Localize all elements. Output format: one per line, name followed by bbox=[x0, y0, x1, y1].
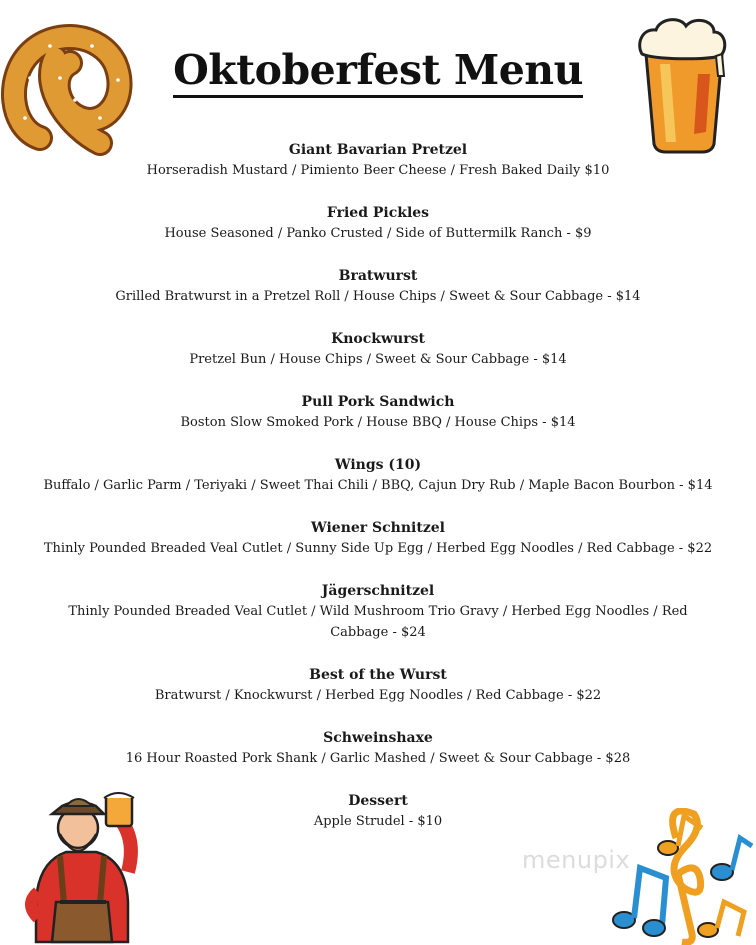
music-notes-icon bbox=[604, 808, 754, 945]
bavarian-man-icon bbox=[16, 792, 152, 945]
menu-item-best-of-wurst bbox=[20, 665, 736, 706]
pretzel-icon bbox=[0, 18, 135, 158]
item-name: Schweinshaxe bbox=[323, 730, 433, 746]
item-description: Pretzel Bun / House Chips / Sweet & Sour Cabbage - $14 bbox=[189, 352, 567, 367]
menu-item-wings bbox=[20, 455, 736, 496]
menu-item-fried-pickles bbox=[20, 203, 736, 244]
menu-item-schweinshaxe bbox=[20, 728, 736, 769]
item-description: Bratwurst / Knockwurst / Herbed Egg Noodles / Red Cabbage - $22 bbox=[154, 688, 602, 703]
item-name: Best of the Wurst bbox=[309, 667, 447, 683]
watermark-text: menupix bbox=[522, 846, 631, 874]
item-name: Pull Pork Sandwich bbox=[301, 394, 455, 410]
item-description: Thinly Pounded Breaded Veal Cutlet / Sunny Side Up Egg / Herbed Egg Noodles / Red Cabbage - $22 bbox=[43, 541, 713, 556]
menu-item-pretzel bbox=[20, 140, 736, 181]
item-description: Boston Slow Smoked Pork / House BBQ / House Chips - $14 bbox=[180, 415, 576, 430]
item-description: Apple Strudel - $10 bbox=[313, 814, 443, 829]
menu-item-jagerschnitzel bbox=[20, 581, 736, 643]
menu-item-wiener-schnitzel bbox=[20, 518, 736, 559]
menu-item-pull-pork bbox=[20, 392, 736, 433]
item-name: Knockwurst bbox=[331, 331, 425, 347]
beer-mug-icon bbox=[636, 14, 728, 154]
item-description: 16 Hour Roasted Pork Shank / Garlic Mashed / Sweet & Sour Cabbage - $28 bbox=[125, 751, 631, 766]
menu-item-knockwurst bbox=[20, 329, 736, 370]
item-description: Horseradish Mustard / Pimiento Beer Cheese / Fresh Baked Daily $10 bbox=[146, 163, 610, 178]
item-name: Fried Pickles bbox=[326, 205, 430, 221]
item-name: Wings (10) bbox=[334, 457, 422, 473]
item-description: Buffalo / Garlic Parm / Teriyaki / Sweet Thai Chili / BBQ, Cajun Dry Rub / Maple Bacon Bourbon - $14 bbox=[43, 478, 713, 493]
menu-list bbox=[20, 140, 736, 854]
item-description: Thinly Pounded Breaded Veal Cutlet / Wild Mushroom Trio Gravy / Herbed Egg Noodles / Red Cabbage - $24 bbox=[68, 604, 688, 640]
item-name: Wiener Schnitzel bbox=[311, 520, 445, 536]
menu-title: Oktoberfest Menu bbox=[173, 46, 583, 98]
item-name: Dessert bbox=[348, 793, 408, 809]
item-description: House Seasoned / Panko Crusted / Side of Buttermilk Ranch - $9 bbox=[164, 226, 592, 241]
menu-item-bratwurst bbox=[20, 266, 736, 307]
item-description: Grilled Bratwurst in a Pretzel Roll / House Chips / Sweet & Sour Cabbage - $14 bbox=[115, 289, 641, 304]
item-name: Jägerschnitzel bbox=[321, 583, 435, 599]
item-name: Bratwurst bbox=[338, 268, 418, 284]
item-name: Giant Bavarian Pretzel bbox=[288, 142, 468, 158]
